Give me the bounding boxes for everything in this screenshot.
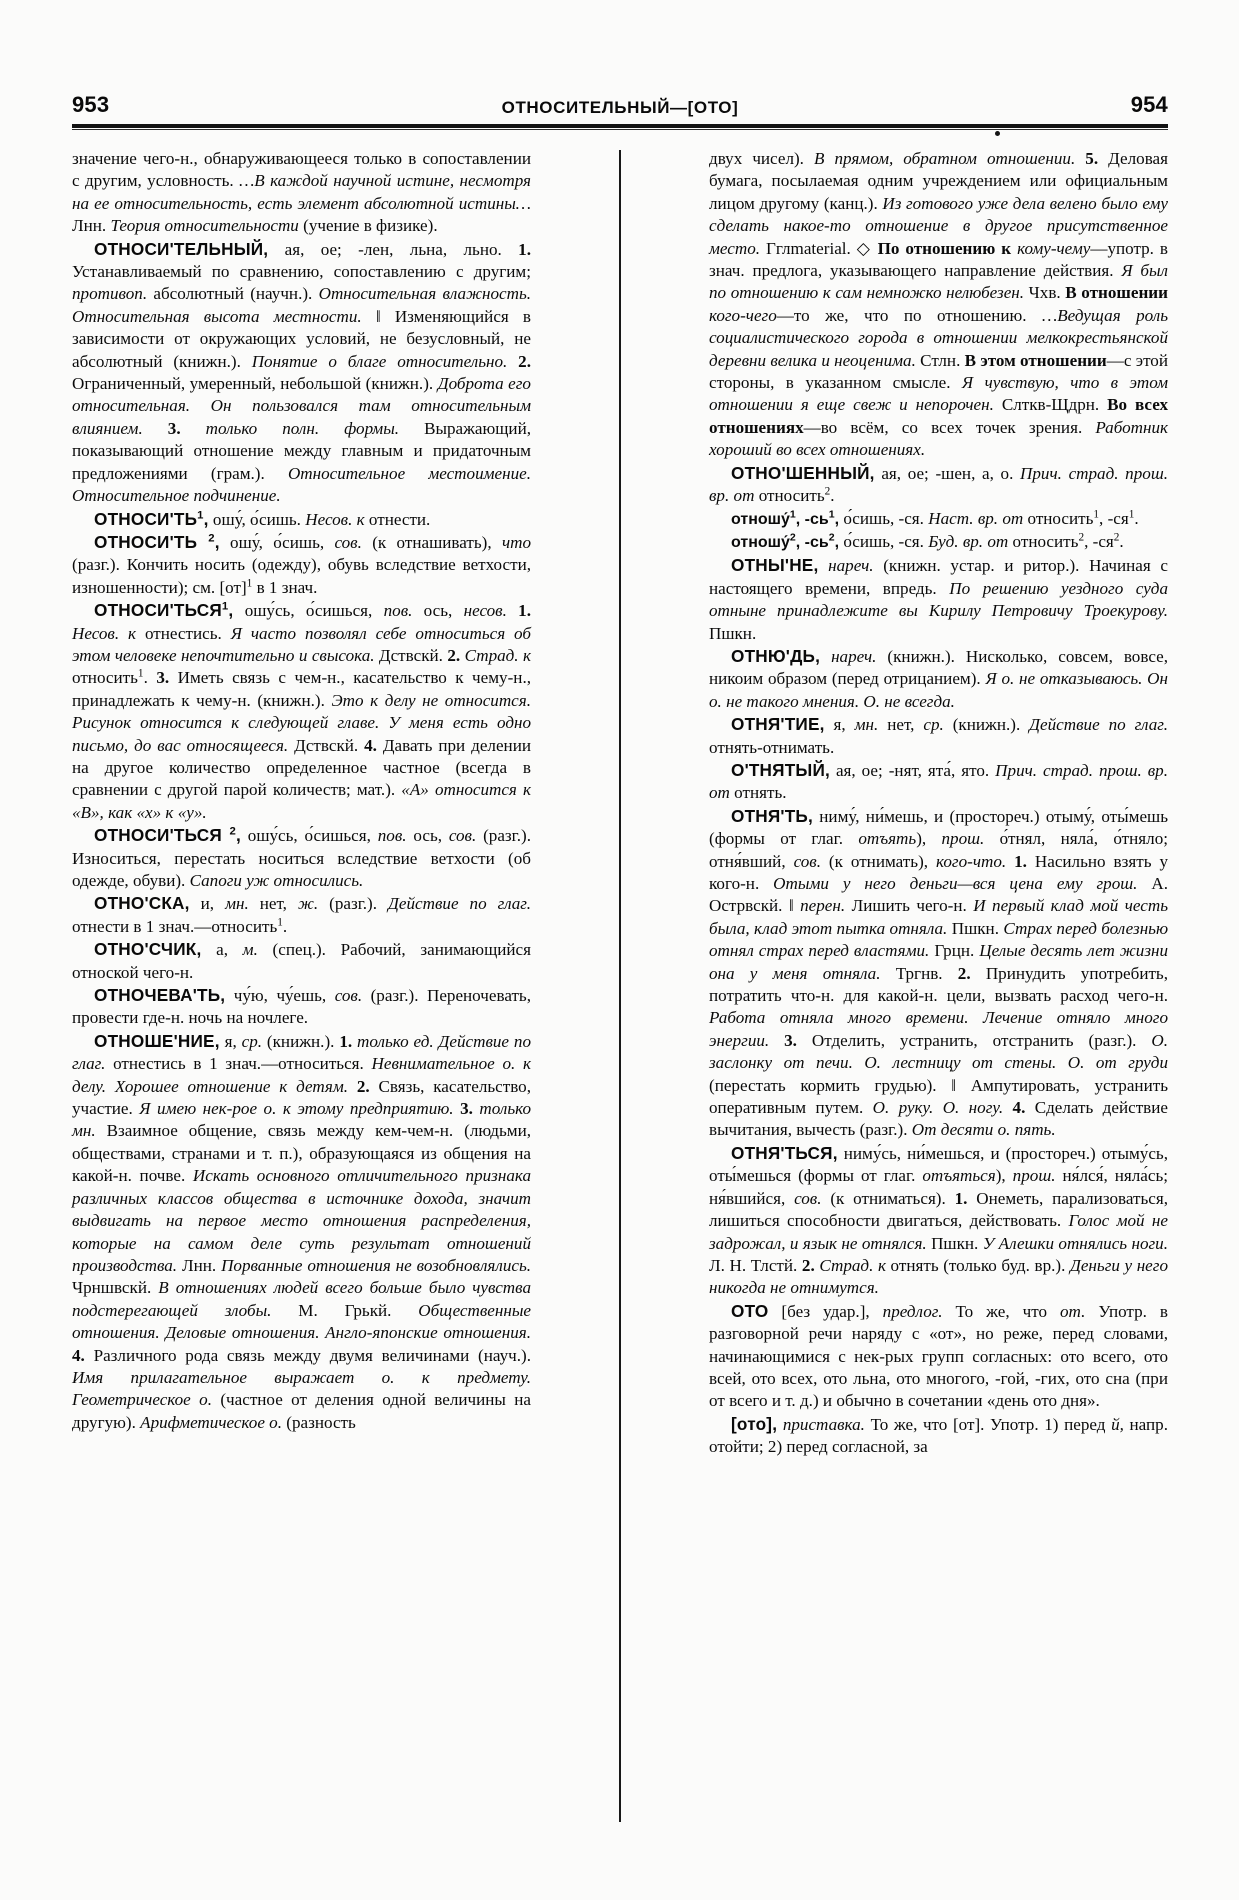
folio-left: 953 [72,92,110,117]
headword: О'ТНЯТЫЙ, [731,759,830,780]
paragraph-continuation: двух чисел). В прямом, обратном отношении. 5. Деловая бумага, посылаемая одним учреждением или официальным лицом другому (канц.). Из готового уже дела велено было ему сделать накое-то отношение в другое присутственное место. Гглmaterial. ◇ По отношению к кому-чему—употр. в знач. предлога, указывающего направление действия. Я был по отношению к сам немножко нелюбезен. Чхв. В отношении кого-чего—то же, что по отношению. …Ведущая роль социалистического города в отношении мелкокрестьянской деревни велика и неоценима. Стлн. В этом отношении—с этой стороны, в указанном смысле. Я чувствую, что в этом отношении я еще свеж и непорочен. Слткв-Щдрн. Во всех отношениях—во всём, со всех точек зрения. Работник хороший во всех отношениях. [709,149,1169,460]
entry-otnoshennyj: ОТНО'ШЕННЫЙ, ая, ое; -шен, а, о. Прич. страд. прош. вр. от относить$^2$. [709,462,1168,506]
entry-otnyne: ОТНЫ'НЕ, нареч. (книжн. устар. и ритор.). Начиная с настоящего времени, впредь. По решению уездного суда отныне принадлежите вы Кирилу Петровичу Троекурову. Пшкн. [709,555,1169,643]
headword: ОТНО'ШЕННЫЙ, [731,462,875,483]
headword: ОТНЯ'ТЬ, [731,805,813,826]
entry-otnoschik: ОТНО'СЧИК, а, м. (спец.). Рабочий, занимающийся отноской чего-н. [72,939,531,982]
entry-otnoshenie: ОТНОШЕ'НИЕ, я, ср. (книжн.). 1. только ед. Действие по глаг. отнестись в 1 знач.—относиться. Невнимательное о. к делу. Хорошее отношение к детям. 2. Связь, касательство, участие. Я имею нек-рое о. к этому предприятию. 3. только мн. Взаимное общение, связь между кем-чем-н. (людьми, обществами, странами и т. п.), образующаяся из общения на какой-н. почве. Искать основного отличительного признака различных классов общества в источнике дохода, значит выдвигать на первое место отношения распределения, которые на самом деле суть результат отношений производства. Лнн. Порванные отношения не возобновлялись. Чрншвскй. В отношениях людей всего больше было чувства подстерегающей злобы. М. Грькй. Общественные отношения. Деловые отношения. Англо-японские отношения. 4. Различного рода связь между двумя величинами (науч.). Имя прилагательное выражает о. к предмету. Геометрическое о. (частное от деления одной величины на другую). Арифметическое о. (разность [72,1030,532,1432]
entry-otnyat: ОТНЯ'ТЬ, ниму́, ни́мешь, и (простореч.) отыму́, оты́мешь (формы от глаг. отъять), прош. о́тнял, няла́, о́тняло; отня́вший, сов. (к отнимать), кого-что. 1. Насильно взять у кого-н. Отыми у него деньги—вся цена ему грош. А. Острвскй. ‖ перен. Лишить чего-н. И первый клад мой честь была, клад этот пытка отняла. Пшкн. Страх перед болезнью отнял страх перед властями. Грцн. Целые десять лет жизни она у меня отняла. Тргнв. 2. Принудить употребить, потратить что-н. для какой-н. цели, вызвать расход чего-н. Работа отняла много времени. Лечение отняло много энергии. 3. Отделить, устранить, отстранить (разг.). О. заслонку от печи. О. лестницу от стены. О. от груди (перестать кормить грудью). ‖ Ампутировать, устранить оперативным путем. О. руку. О. ногу. 4. Сделать действие вычитания, вычесть (разг.). От десяти о. пять. [709,805,1169,1140]
entry-otnyud: ОТНЮ'ДЬ, нареч. (книжн.). Нисколько, совсем, вовсе, никоим образом (перед отрицанием). Я о. не отказываюсь. Он о. не такого мнения. О. не всегда. [709,645,1168,711]
headword: ОТНЯ'ТИЕ, [731,714,825,735]
entry-otnochevat: ОТНОЧЕВА'ТЬ, чу́ю, чу́ешь, сов. (разг.). Переночевать, провести где-н. ночь на ночлеге. [72,985,532,1028]
headword: ОТНЫ'НЕ, [731,555,819,576]
entry-otnoshu-2: отношу́$^2$, $-сь^2$, о́сишь, -ся. Буд. вр. от относить$^2$, $-ся^2$. [731,531,1124,551]
entry-otnosit-1: $ОТНОСИ'ТЬ^1$, ошу́, о́сишь. Несов. к отнести. [94,508,431,529]
header-rule [72,124,1168,128]
headword: [ото], [731,1413,778,1434]
headword: $ОТНОСИ'ТЬ^1$, [94,508,209,529]
column-divider-rule [619,150,621,1822]
entry-otnyatyj: О'ТНЯТЫЙ, ая, ое; -нят, ята́, ято. Прич. страд. прош. вр. от отнять. [709,759,1168,803]
entry-otnoska: ОТНО'СКА, и, мн. нет, ж. (разг.). Действие по глаг. отнести в 1 знач.—относить$^1$. [72,893,531,936]
entry-otnyatsya: ОТНЯ'ТЬСЯ, ниму́сь, ни́мешься, и (простореч.) отыму́сь, оты́мешься (формы от глаг. отъяться), прош. ня́лся́, няла́сь; ня́вшийся, сов. (к отниматься). 1. Онеметь, парализоваться, лишиться способности двигаться, действовать. Голос мой не задрожал, и язык не отнялся. Пшкн. У Алешки отнялись ноги. Л. Н. Тлстй. 2. Страд. к отнять (только буд. вр.). Деньги у него никогда не отнимутся. [709,1142,1168,1298]
headword: отношу́$^1$, $-сь^1$, [731,508,840,528]
entry-oto: ОТО [без удар.], предлог. То же, что от. Употр. в разговорной речи наряду с «от», но реже, перед словами, начинающимися с нек-рых групп согласных: ото всего, ото всей, ото всех, ото льна, ото многого, -гой, -гих, ото сна (при от всего и т. д.) и обычно в сочетании «день ото дня». [709,1300,1168,1411]
text-columns [72,148,1168,1848]
entry-otnositelnyj: ОТНОСИ'ТЕЛЬНЫЙ, ая, ое; -лен, льна, льно. 1. Устанавливаемый по сравнению, сопоставлению с другим; противоп. абсолютный (научн.). Относительная влажность. Относительная высота местности. ‖ Изменяющийся в зависимости от окружающих условий, не безусловный, не абсолютный (книжн.). Понятие о благе относительно. 2. Ограниченный, умеренный, небольшой (книжн.). Доброта его относительная. Он пользовался там относительным влиянием. 3. только полн. формы. Выражающий, показывающий отношение между главным и придаточным предложениями (грам.). Относительное местоимение. Относительное подчинение. [72,238,532,506]
headword: ОТНОСИ'ТЬ $^2$, [94,531,220,552]
headword: ОТО [731,1300,769,1321]
headword: отношу́$^2$, $-сь^2$, [731,531,840,551]
entry-otnoshu-1: отношу́$^1$, $-сь^1$, о́сишь, -ся. Наст. вр. от относить$^1$, $-ся^1$. [731,507,1139,528]
column-right [709,148,1168,1848]
headword: ОТНОЧЕВА'ТЬ, [94,985,226,1006]
entry-oto-prefix: [ото], приставка. То же, что [от]. Употр. 1) перед й, напр. отойти; 2) перед согласной, за [709,1413,1168,1457]
ink-speck [995,131,1000,136]
folio-right: 954 [1130,92,1168,117]
headword: ОТНОСИ'ТЬСЯ$^1$, [94,600,234,621]
entry-otnositsya-2: ОТНОСИ'ТЬСЯ $^2$, ошу́сь, о́сишься, пов. ось, сов. (разг.). Износиться, перестать носиться вследствие ветхости (об одежде, обуви). Сапоги уж относились. [72,825,531,890]
headword: ОТНОСИ'ТЬСЯ $^2$, [94,825,241,846]
headword: ОТНО'СКА, [94,893,190,914]
headword: ОТНЮ'ДЬ, [731,645,821,666]
headword: ОТНОШЕ'НИЕ, [94,1030,220,1051]
running-head-title: ОТНОСИТЕЛЬНЫЙ—[ОТО] [501,98,739,117]
column-left [72,148,531,1848]
entry-otnosit-2: ОТНОСИ'ТЬ $^2$, ошу́, о́сишь, сов. (к отнашивать), что (разг.). Кончить носить (одежду), обувь вследствие ветхости, изношенности); см. [от]$^1$ в 1 знач. [72,531,531,597]
headword: ОТНО'СЧИК, [94,939,202,960]
headword: ОТНЯ'ТЬСЯ, [731,1142,838,1163]
entry-otnositsya-1: ОТНОСИ'ТЬСЯ$^1$, ошу́сь, о́сишься, пов. ось, несов. 1. Несов. к отнестись. Я часто позволял себе относиться об этом человеке непочтительно и свысока. Дствскй. 2. Страд. к относить$^1$. 3. Иметь связь с чем-н., касательство к чему-н., принадлежать к чему-н. (книжн.). Это к делу не относится. Рисунок относится к следующей главе. У меня есть одно письмо, до вас относящееся. Дствскй. 4. Давать при делении на другое количество определенное частное (всегда в сравнении с другой парой количеств; мат.). «А» относится к «В», как «х» к «у». [72,600,531,822]
headword: ОТНОСИ'ТЕЛЬНЫЙ, [94,238,269,259]
running-head [72,88,1168,118]
paragraph-continuation: значение чего-н., обнаруживающееся только в сопоставлении с другим, условность. …В каждой научной истине, несмотря на ее относительность, есть элемент абсолютной истины… Лнн. Теория относительности (учение в физике). [72,149,531,236]
column-gutter [531,148,709,1848]
entry-otnyatie: ОТНЯ'ТИЕ, я, мн. нет, ср. (книжн.). Действие по глаг. отнять-отнимать. [709,714,1168,757]
